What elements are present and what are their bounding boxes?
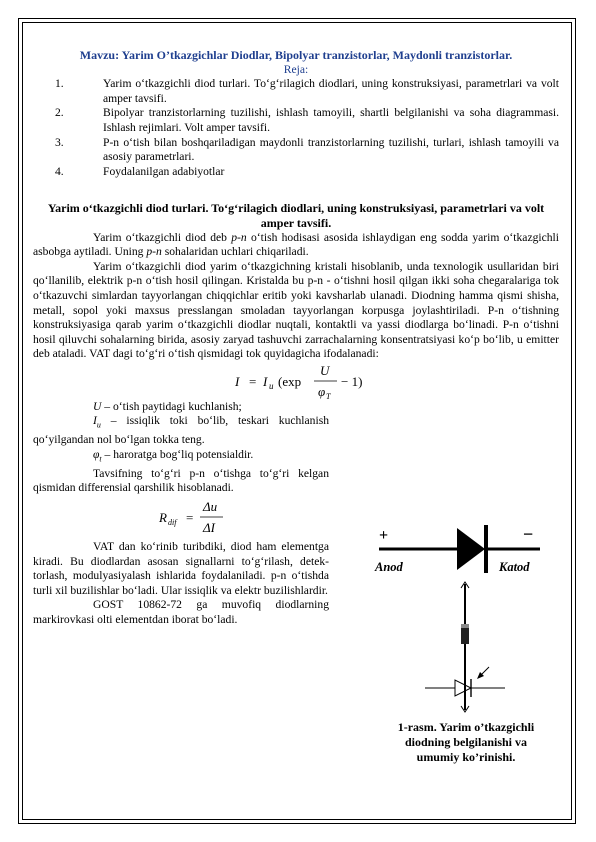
- small-diode-triangle: [455, 680, 471, 696]
- text-run-italic: U: [93, 399, 102, 413]
- text-run: – haroratga bog‘liq potensialdir.: [101, 447, 254, 461]
- formula-subscript: T: [326, 391, 331, 400]
- plan-item-number: 1.: [55, 77, 64, 91]
- text-run-italic: p-n: [146, 245, 162, 259]
- formula-symbol: R: [159, 510, 167, 526]
- plan-list: [33, 77, 559, 179]
- plan-item-number: 4.: [55, 164, 64, 178]
- text-run: – issiqlik toki bo‘lib, teskari kuchlanish qo‘yilgandan nol bo‘lgan tokka teng.: [33, 414, 329, 447]
- paragraph-construction: Yarim o‘tkazgichli diod yarim o‘tkazgichning kristali hisoblanib, unda texnologik usullaridan biri qo‘llanilib, elektrik p-n o‘tish hosil qilingan. Kristalda bu p-n - o‘tishni hosil qilgan ikki soha chegaralariga tok o‘tkazuvchi simlardan tayyorlangan chiqqichlar eritib yoki kavsharlab ulanadi. Diodning hamma qismi shisha, metall, sopol yoki maxsus presslangan smoladan tayyorlangan korpusga joylashtiriladi. P-n o‘tishning konstruksiyasiga qarab yarim o‘tkazgichli diodlar nuqtali, kontaktli va yassi diodlarga bo‘linadi. P-n o‘tishni hosil qiluvchi sohalarning birida, asosiy zaryad tashuvchi zarrachalarning konsentratsiyasi ko‘p bo‘lib, u emitter deb ataladi. VAT dagi to‘g‘ri o‘tish qismidagi tok quyidagicha ifodalanadi:: [33, 259, 559, 361]
- formula-numerator: Δu: [203, 499, 218, 515]
- plan-item-1: [33, 77, 559, 106]
- formula-denominator: ΔI: [203, 520, 215, 536]
- figure-caption: 1-rasm. Yarim o’tkazgichli diodning belgilanishi va umumiy ko’rinishi.: [397, 720, 535, 764]
- formula-symbol: I: [235, 373, 240, 389]
- current-formula-svg: [33, 362, 559, 400]
- text-run: o‘tish hodisasi asosida ishlaydigan eng sodda yarim o‘tkazgichli asbobga aytiladi. Uning: [33, 230, 559, 259]
- text-run-italic: φ: [93, 447, 100, 461]
- definition-phi: [33, 448, 329, 467]
- text-run: sohalaridan uchlari chiqariladi.: [161, 245, 309, 259]
- plan-item-4: [33, 165, 559, 180]
- plan-item-number: 3.: [55, 135, 64, 149]
- formula-symbol: − 1): [341, 373, 363, 389]
- plan-item-text: Bipolyar tranzistorlarning tuzilishi, ishlash tamoyili, shartli belgilanishi va soha diagrammasi. Ishlash rejimlari. Volt amper tavsifi.: [103, 106, 559, 134]
- document-title: Mavzu: Yarim O’tkazgichlar Diodlar, Bipolyar tranzistorlar, Maydonli tranzistorlar.: [79, 48, 513, 62]
- left-column: [33, 400, 329, 628]
- formula-symbol: =: [186, 510, 194, 526]
- paragraph-gost: GOST 10862-72 ga muvofiq diodlarning markirovkasi olti elementdan iborat bo‘ladi.: [33, 598, 329, 627]
- definition-iu: [33, 414, 329, 448]
- plan-item-2: [33, 106, 559, 135]
- plan-item-number: 2.: [55, 106, 64, 120]
- formula-subscript: dif: [168, 518, 177, 528]
- text-run: – o‘tish paytidagi kuchlanish;: [101, 399, 242, 413]
- definition-u: [33, 400, 329, 415]
- plan-heading: Reja:: [283, 62, 309, 76]
- plan-item-3: [33, 136, 559, 165]
- resistance-formula: [33, 496, 329, 536]
- paragraph-differential: Tavsifning to‘g‘ri p-n o‘tishga to‘g‘ri kelgan qismidan differensial qarshilik hisoblanadi.: [33, 466, 329, 495]
- formula-denominator: φ: [318, 383, 326, 399]
- formula-symbol: I: [263, 373, 268, 389]
- section-heading: Yarim o‘tkazgichli diod turlari. To‘g‘rilagich diodlari, uning konstruksiyasi, parametrlari va volt amper tavsifi.: [47, 201, 545, 230]
- formula-subscript: u: [269, 380, 274, 391]
- text-subscript: u: [96, 420, 101, 430]
- formula-symbol: =: [249, 373, 257, 389]
- plus-sign: +: [379, 527, 389, 544]
- text-run-italic: I: [93, 414, 97, 428]
- formula-numerator: U: [320, 362, 330, 378]
- diode-band: [461, 624, 469, 628]
- text-run: Yarim o‘tkazgichli diod deb: [93, 230, 232, 244]
- text-subscript: t: [99, 454, 102, 464]
- cathode-label: Katod: [499, 560, 530, 574]
- paragraph-applications: VAT dan ko‘rinib turibdiki, diod ham elementga kiradi. Bu diodlardan asosan signallarni to‘g‘rilash, detek-torlash, modulyasiyalash ishlarida foydalaniladi. p-n o‘tishda turli xil buzilishlar bo‘ladi. Ular issiqlik va elektr buzilishlardir.: [33, 540, 329, 597]
- anode-label: Anod: [375, 560, 403, 574]
- current-formula: [33, 362, 559, 400]
- plan-item-text: Foydalanilgan adabiyotlar: [103, 164, 225, 178]
- text-run-italic: p-n: [231, 230, 247, 244]
- plan-item-text: Yarim o‘tkazgichli diod turlari. To‘g‘rilagich diodlari, uning konstruksiyasi, parametrlari va volt amper tavsifi.: [103, 77, 559, 105]
- plan-item-text: P-n o‘tish bilan boshqariladigan maydonli tranzistorlarning tuzilishi, turlari, ishlash tamoyili va asosiy parametrlari.: [103, 135, 559, 164]
- diode-figure: [365, 500, 565, 735]
- formula-symbol: (exp: [278, 373, 302, 389]
- minus-sign: −: [523, 524, 534, 544]
- paragraph-definition: [33, 231, 559, 260]
- resistance-formula-svg: [33, 496, 329, 536]
- diode-triangle: [457, 528, 485, 570]
